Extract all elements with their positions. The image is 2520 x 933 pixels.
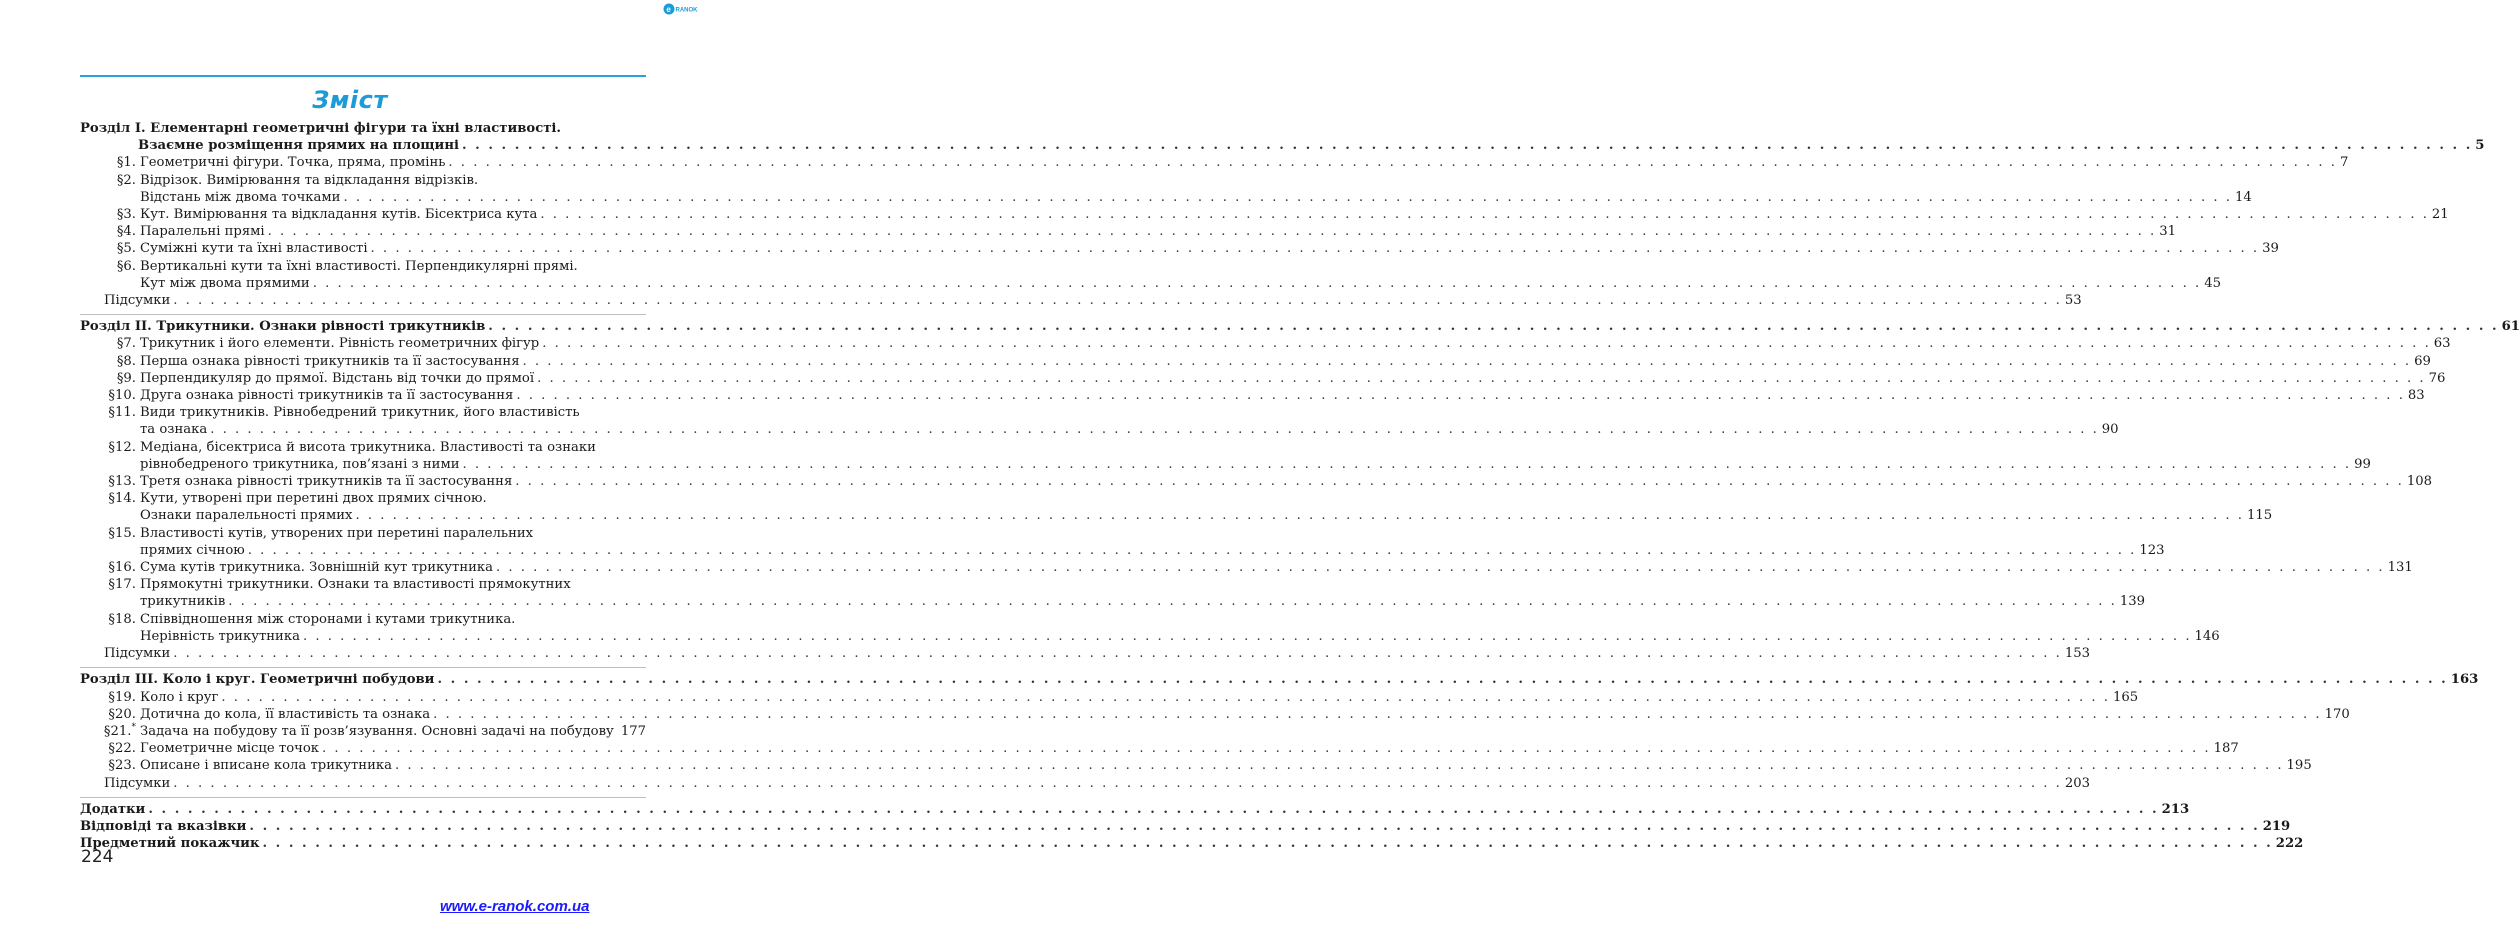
page-ref: 123 xyxy=(2139,542,2165,558)
section-number: §3. xyxy=(116,207,136,223)
section-number: §14. xyxy=(108,491,136,507)
website-link[interactable]: www.e-ranok.com.ua xyxy=(440,898,590,915)
section-entry[interactable] xyxy=(80,490,646,507)
section-entry[interactable] xyxy=(80,525,646,542)
section-entry-cont[interactable] xyxy=(80,593,2146,610)
entry-text: Види трикутників. Рівнобедрений трикутник, його властивість xyxy=(140,405,580,421)
page-ref: 39 xyxy=(2262,241,2279,257)
page-ref: 83 xyxy=(2407,388,2425,404)
page-ref: 163 xyxy=(2450,672,2479,688)
entry-text: Сума кутів трикутника. Зовнішній кут трикутника xyxy=(140,560,494,576)
leader-dots xyxy=(437,671,2447,688)
entry-text: рівнобедреного трикутника, пов’язані з ними xyxy=(140,456,460,472)
page-ref: 203 xyxy=(2064,775,2090,791)
section-number: §2. xyxy=(116,172,136,188)
leader-dots xyxy=(371,240,2260,257)
section-entry[interactable] xyxy=(80,387,2425,404)
page-ref: 139 xyxy=(2119,594,2146,610)
section-entry[interactable] xyxy=(80,154,2349,171)
entry-text: Додатки xyxy=(80,801,146,817)
entry-text: Підсумки xyxy=(104,646,171,662)
entry-text: Геометричне місце точок xyxy=(140,741,320,757)
section-entry[interactable] xyxy=(80,757,2312,774)
page-ref: 213 xyxy=(2161,801,2190,817)
entry-text: Перша ознака рівності трикутників та її застосування xyxy=(140,353,520,369)
appendix-divider xyxy=(80,792,646,798)
leader-dots xyxy=(463,456,2352,473)
section-entry[interactable] xyxy=(80,206,2449,223)
leader-dots xyxy=(516,387,2405,404)
section-entry-cont[interactable] xyxy=(80,456,2371,473)
entry-text: Третя ознака рівності трикутників та її застосування xyxy=(140,474,513,490)
section-number: §6. xyxy=(116,258,136,274)
entry-text: Вертикальні кути та їхні властивості. Перпендикулярні прямі. xyxy=(140,258,578,274)
leader-dots xyxy=(322,740,2211,757)
page-ref: 153 xyxy=(2064,646,2090,662)
page-ref: 115 xyxy=(2246,508,2273,524)
section-number: §7. xyxy=(116,336,136,352)
page-ref: 5 xyxy=(2475,138,2485,154)
section-number: §22. xyxy=(108,741,136,757)
page-ref: 69 xyxy=(2414,353,2431,369)
page-ref: 195 xyxy=(2286,758,2312,774)
page-title: Зміст xyxy=(312,86,388,114)
leader-dots xyxy=(395,757,2284,774)
section-entry[interactable] xyxy=(80,240,2279,257)
chapter-divider xyxy=(80,309,646,315)
section-number: §17. xyxy=(108,577,136,593)
section-number: §9. xyxy=(116,370,136,386)
leader-dots xyxy=(617,723,618,740)
entry-text: Дотична до кола, її властивість та ознака xyxy=(140,706,431,722)
leader-dots xyxy=(268,223,2157,240)
page-ref: 108 xyxy=(2406,474,2433,490)
entry-text: та ознака xyxy=(140,422,208,438)
entry-text: Задача на побудову та її розв’язування. Основні задачі на побудову xyxy=(140,723,614,739)
leader-dots xyxy=(462,137,2472,154)
section-entry[interactable] xyxy=(80,258,646,275)
leader-dots xyxy=(313,275,2202,292)
chapter-title-cont[interactable] xyxy=(80,137,2485,154)
leader-dots xyxy=(173,292,2062,309)
section-entry-cont[interactable] xyxy=(80,275,2222,292)
section-number: §21.* xyxy=(103,722,136,739)
chapter-title xyxy=(80,120,646,137)
e-ranok-logo xyxy=(663,2,698,16)
page-ref: 222 xyxy=(2275,836,2304,852)
section-entry[interactable] xyxy=(80,172,646,189)
table-of-contents xyxy=(80,120,2520,852)
entry-text: Прямокутні трикутники. Ознаки та властивості прямокутних xyxy=(140,577,571,593)
section-number: §10. xyxy=(108,388,136,404)
entry-text: Розділ II. Трикутники. Ознаки рівності трикутників xyxy=(80,319,486,335)
leader-dots xyxy=(355,507,2244,524)
leader-dots xyxy=(433,706,2322,723)
entry-text: трикутників xyxy=(140,594,226,610)
chapter-title[interactable] xyxy=(80,671,2479,688)
section-number: §4. xyxy=(116,224,136,240)
entry-text: Підсумки xyxy=(104,293,171,309)
page-ref: 146 xyxy=(2194,628,2220,644)
entry-text: Геометричні фігури. Точка, пряма, промінь xyxy=(140,155,446,171)
page-ref: 99 xyxy=(2354,456,2371,472)
summary-entry[interactable] xyxy=(80,775,2090,792)
leader-dots xyxy=(173,775,2062,792)
leader-dots xyxy=(228,593,2117,610)
section-entry[interactable] xyxy=(80,576,646,593)
entry-text: Кут між двома прямими xyxy=(140,275,310,291)
leader-dots xyxy=(523,353,2412,370)
entry-text: Нерівність трикутника xyxy=(140,628,300,644)
section-number: §20. xyxy=(108,706,136,722)
section-number: §13. xyxy=(108,474,136,490)
section-entry-cont[interactable] xyxy=(80,628,2220,645)
entry-text: Розділ I. Елементарні геометричні фігури та їхні властивості. xyxy=(80,121,561,136)
section-entry[interactable] xyxy=(80,223,2176,240)
section-entry[interactable] xyxy=(80,611,646,628)
section-number: §23. xyxy=(108,758,136,774)
section-entry[interactable] xyxy=(80,473,2433,490)
section-number: §11. xyxy=(108,405,136,421)
entry-text: Паралельні прямі xyxy=(140,224,265,240)
section-entry[interactable] xyxy=(80,723,646,740)
page-ref: 63 xyxy=(2433,336,2451,352)
leader-dots xyxy=(448,154,2337,171)
leader-dots xyxy=(210,421,2099,438)
section-entry[interactable] xyxy=(80,353,2431,370)
leader-dots xyxy=(248,542,2137,559)
page-ref: 14 xyxy=(2234,189,2252,205)
entry-text: Кут. Вимірювання та відкладання кутів. Бісектриса кута xyxy=(140,207,538,223)
leader-dots xyxy=(303,628,2192,645)
page-ref: 187 xyxy=(2213,741,2239,757)
section-entry[interactable] xyxy=(80,439,646,456)
leader-dots xyxy=(148,801,2158,818)
entry-text: Коло і круг xyxy=(140,689,219,705)
page-ref: 45 xyxy=(2204,275,2222,291)
page-ref: 165 xyxy=(2112,689,2139,705)
header-rule xyxy=(80,75,646,77)
entry-text: Відповіді та вказівки xyxy=(80,818,247,834)
summary-entry[interactable] xyxy=(80,292,2082,309)
entry-text: Відстань між двома точками xyxy=(140,189,341,205)
entry-text: Трикутник і його елементи. Рівність геометричних фігур xyxy=(140,336,540,352)
leader-dots xyxy=(221,689,2110,706)
leader-dots xyxy=(496,559,2385,576)
summary-entry[interactable] xyxy=(80,645,2090,662)
page-ref: 177 xyxy=(620,723,646,739)
entry-text: Предметний покажчик xyxy=(80,836,260,852)
star-mark: * xyxy=(131,722,136,733)
svg-text:e: e xyxy=(666,5,671,14)
appendix-entry[interactable] xyxy=(80,801,2190,818)
section-entry[interactable] xyxy=(80,740,2239,757)
section-entry-cont[interactable] xyxy=(80,421,2119,438)
entry-text: Розділ III. Коло і круг. Геометричні побудови xyxy=(80,672,435,688)
leader-dots xyxy=(542,335,2431,352)
entry-text: Властивості кутів, утворених при перетині паралельних xyxy=(140,525,534,541)
leader-dots xyxy=(537,370,2426,387)
entry-text: Взаємне розміщення прямих на площині xyxy=(138,138,459,154)
section-entry[interactable] xyxy=(80,370,2446,387)
appendix-entry[interactable] xyxy=(80,835,2304,852)
section-entry[interactable] xyxy=(80,706,2350,723)
page-ref: 90 xyxy=(2101,422,2119,438)
section-entry[interactable] xyxy=(80,404,646,421)
entry-text: Перпендикуляр до прямої. Відстань від точки до прямої xyxy=(140,370,535,386)
entry-text: Кути, утворені при перетині двох прямих січною. xyxy=(140,491,487,507)
page-ref: 53 xyxy=(2064,293,2082,309)
page-ref: 170 xyxy=(2324,706,2350,722)
entry-text: Суміжні кути та їхні властивості xyxy=(140,241,368,257)
leader-dots xyxy=(488,318,2498,335)
section-number: §16. xyxy=(108,560,136,576)
leader-dots xyxy=(173,645,2062,662)
svg-text:RANOK: RANOK xyxy=(675,7,698,14)
page-ref: 21 xyxy=(2431,207,2449,223)
section-number: §5. xyxy=(116,241,136,257)
section-number: §18. xyxy=(108,611,136,627)
page-ref: 7 xyxy=(2339,155,2349,171)
appendix-entry[interactable] xyxy=(80,818,2291,835)
section-entry[interactable] xyxy=(80,689,2139,706)
entry-text: Підсумки xyxy=(104,775,171,791)
page-ref: 31 xyxy=(2159,224,2176,240)
entry-text: Ознаки паралельності прямих xyxy=(140,508,353,524)
page-ref: 131 xyxy=(2387,560,2413,576)
leader-dots xyxy=(515,473,2404,490)
page-ref: 61 xyxy=(2501,319,2520,335)
page-number: 224 xyxy=(81,847,114,867)
chapter-title[interactable] xyxy=(80,318,2520,335)
section-entry[interactable] xyxy=(80,559,2413,576)
leader-dots xyxy=(262,835,2272,852)
section-number: §19. xyxy=(108,689,136,705)
section-entry-cont[interactable] xyxy=(80,542,2165,559)
entry-text: Описане і вписане кола трикутника xyxy=(140,758,392,774)
leader-dots xyxy=(249,818,2259,835)
section-number: §15. xyxy=(108,525,136,541)
entry-text: Відрізок. Вимірювання та відкладання відрізків. xyxy=(140,172,479,188)
leader-dots xyxy=(540,206,2429,223)
section-number: §8. xyxy=(116,353,136,369)
entry-text: прямих січною xyxy=(140,542,245,558)
section-number: §12. xyxy=(108,439,136,455)
page-ref: 219 xyxy=(2262,818,2291,834)
entry-text: Друга ознака рівності трикутників та її застосування xyxy=(140,388,514,404)
entry-text: Медіана, бісектриса й висота трикутника. Властивості та ознаки xyxy=(140,439,596,455)
section-entry-cont[interactable] xyxy=(80,507,2273,524)
page-ref: 76 xyxy=(2428,370,2446,386)
chapter-divider xyxy=(80,662,646,668)
section-number: §1. xyxy=(116,155,136,171)
section-entry[interactable] xyxy=(80,335,2451,352)
leader-dots xyxy=(343,189,2232,206)
entry-text: Співвідношення між сторонами і кутами трикутника. xyxy=(140,611,516,627)
section-entry-cont[interactable] xyxy=(80,189,2252,206)
